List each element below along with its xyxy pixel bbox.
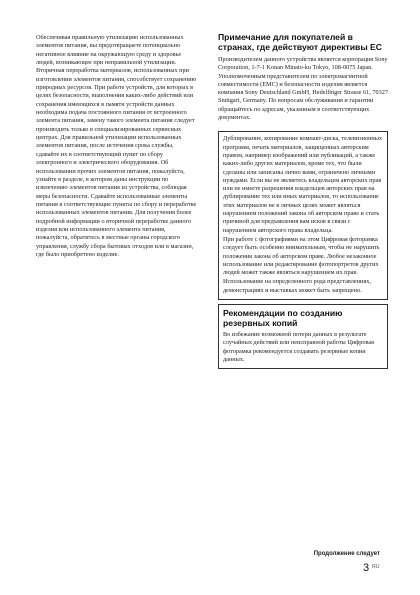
backup-recommendation-box <box>218 304 388 369</box>
continued-label: Продолжение следует <box>313 551 380 557</box>
battery-disposal-text: Обеспечивая правильную утилизацию использованных элементов питания, вы предотвращаете потенциально негативное влияние на окружающую среду и здоровье людей, возникающее при неправильной утилизации. Вторичная переработка материалов, использованных при изготовлении элементов питания, способствует сохранению природных ресурсов. При работе устройств, для которых в целях безопасности, выполнения каких-либо действий или сохранения имеющихся в памяти устройств данных необходима подача постоянного питания от встроенного элемента питания, замену такого элемента питания следует производить только в специализированных сервисных центрах. Для правильной утилизации использованных элементов питания, после истечения срока службы, сдавайте их в соответствующий пункт по сбору электронного и электрического оборудования. Об использовании прочих элементов питания, пожалуйста, узнайте в разделе, в котором даны инструкции по извлечению элементов питания из устройства, соблюдая меры безопасности. Сдавайте использованные элементы питания в соответствующие пункты по сбору и переработке использованных элементов питания. Для получения более подробной информации о вторичной переработке данного изделия или использованного элемента питания, пожалуйста, обратитесь в местные органы городского управления, службу сбора бытовых отходов или в магазин, где было приобретено изделие. <box>36 34 197 258</box>
backup-text: Во избежание возможной потери данных в результате случайных действий или неисправной работы Цифровая фоторамка рекомендуется создавать резервные копии данных. <box>223 331 374 363</box>
copyright-paragraph: Дублирование, копирование компакт-диска, телевизионных программ, печать материалов, защищенных авторским правом, например изображений или публикаций, а также каких-либо других материалов, кроме тех, что были сделаны или записаны лично вами, ограничено личными нуждами. Если вы не являетесь владельцем авторских прав или не имеете разрешения владельцев авторских прав на дублирование тех или иных материалов, то использование этих материалов не в личных целях может являться нарушением положений закона об авторском праве и стать причиной для предъявления вам исков в связи с нарушением авторского права владельца. <box>223 135 383 234</box>
copyright-paragraph: При работе с фотографиями на этом Цифровая фоторамка следует быть особенно внимательным, чтобы не нарушить положения закона об авторском праве. Любое незаконное использование или редактирование фотопортретов других людей может также являться нарушением их прав. <box>223 235 380 277</box>
copyright-notice-box <box>218 131 388 300</box>
language-code: RU <box>372 564 380 570</box>
left-column <box>36 34 198 259</box>
right-column <box>218 32 388 369</box>
eu-notice-text: Производителем данного устройства является корпорация Sony Corporation, 1-7-1 Konan Minato-ku Tokyo, 108-0075 Japan. Уполномоченным представителем по электромагнитной совместимости (EMC) и безопасности изделия является компания Sony Deutschland GmbH, Hedelfinger Strasse 61, 70327 Stuttgart, Germany. По вопросам обслуживания и гарантии обращайтесь по адресам, указанным в соответствующих документах. <box>218 56 388 122</box>
page-number: 3 <box>363 562 370 574</box>
backup-heading: Рекомендации по созданию резервных копий <box>223 308 343 329</box>
copyright-paragraph: Использование на определенного рода представлениях, демонстрациях и выставках может быть запрещено. <box>223 278 371 294</box>
eu-notice-heading: Примечание для покупателей в странах, где действуют директивы ЕС <box>218 32 382 52</box>
